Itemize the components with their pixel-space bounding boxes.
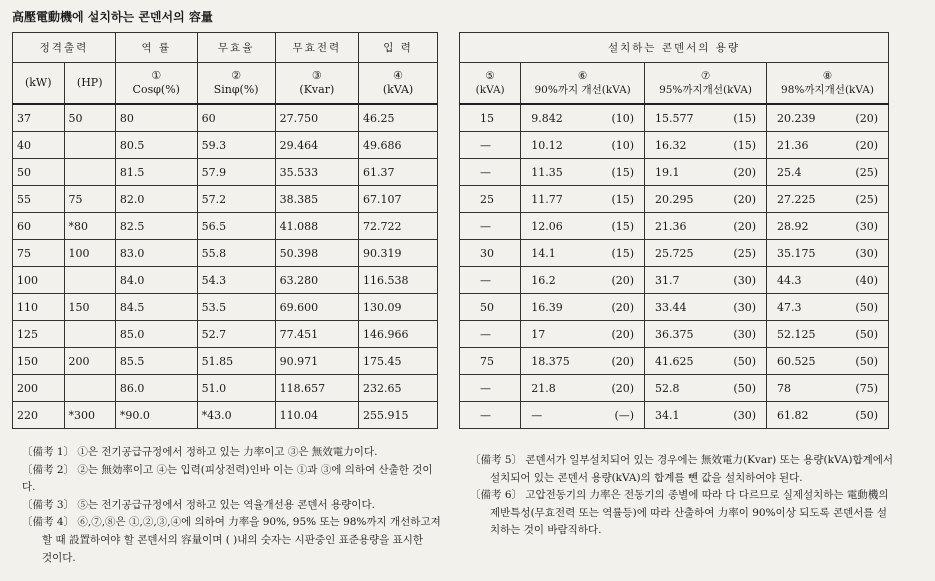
table-cell: 15 xyxy=(460,104,521,132)
table-cell xyxy=(64,375,115,402)
table-cell: 52.8 xyxy=(645,375,717,402)
capacitor-capacity-table xyxy=(459,32,889,429)
table-cell: 16.2 xyxy=(521,267,594,294)
subheader-line2: (Kvar) xyxy=(299,83,335,96)
table-cell: 52.7 xyxy=(197,321,275,348)
table-cell: 84.5 xyxy=(115,294,197,321)
table-cell: (15) xyxy=(594,213,645,240)
table-cell: 28.92 xyxy=(767,213,839,240)
table-cell: 255.915 xyxy=(359,402,438,429)
subheader-cell xyxy=(359,63,438,105)
table-row xyxy=(13,267,438,294)
table-row xyxy=(460,375,889,402)
table-cell: 82.0 xyxy=(115,186,197,213)
subheader-line2: Cosφ(%) xyxy=(132,83,180,96)
table-cell: (10) xyxy=(594,104,645,132)
header-reactive-power: 무효전력 xyxy=(275,33,358,63)
table-cell: 60 xyxy=(13,213,65,240)
table-cell: 110 xyxy=(13,294,65,321)
table-cell: 86.0 xyxy=(115,375,197,402)
table-cell: (30) xyxy=(716,267,766,294)
table-cell: *90.0 xyxy=(115,402,197,429)
table-cell: 80 xyxy=(115,104,197,132)
subheader-line2: 95%까지개선(kVA) xyxy=(659,84,752,96)
header-reactive-factor: 무효율 xyxy=(197,33,275,63)
note-continuation: 치하는 것이 바람직하다. xyxy=(490,524,602,537)
document-title: 高壓電動機에 설치하는 콘덴서의 容量 xyxy=(12,10,213,24)
table-cell: 27.750 xyxy=(275,104,358,132)
table-cell: 21.8 xyxy=(521,375,594,402)
table-cell: 19.1 xyxy=(645,159,717,186)
table-row xyxy=(460,348,889,375)
table-cell: (30) xyxy=(716,294,766,321)
table-cell: — xyxy=(460,321,521,348)
table-cell: 61.37 xyxy=(359,159,438,186)
subheader-cell xyxy=(115,63,197,105)
table-cell: — xyxy=(460,375,521,402)
table-row xyxy=(13,104,438,132)
subheader-line1: ③ xyxy=(311,69,322,82)
table-row xyxy=(460,240,889,267)
table-row xyxy=(13,132,438,159)
table-cell: 82.5 xyxy=(115,213,197,240)
subheader-line1: ② xyxy=(231,69,242,82)
table-cell: (20) xyxy=(594,267,645,294)
table-cell: 54.3 xyxy=(197,267,275,294)
table-cell: 90.319 xyxy=(359,240,438,267)
table-cell: 11.35 xyxy=(521,159,594,186)
table-cell: (15) xyxy=(716,132,766,159)
table-cell: 50.398 xyxy=(275,240,358,267)
table-cell: 35.175 xyxy=(767,240,839,267)
table-cell: 41.625 xyxy=(645,348,717,375)
table-cell: 60.525 xyxy=(767,348,839,375)
table-cell: 67.107 xyxy=(359,186,438,213)
table-cell: 20.295 xyxy=(645,186,717,213)
table-cell xyxy=(64,159,115,186)
table-cell: (20) xyxy=(594,321,645,348)
table-cell: 85.0 xyxy=(115,321,197,348)
table-cell: 16.32 xyxy=(645,132,717,159)
table-cell: 72.722 xyxy=(359,213,438,240)
subheader-line2: 98%까지개선(kVA) xyxy=(781,84,874,96)
table-cell: (25) xyxy=(838,159,888,186)
table-cell: 57.9 xyxy=(197,159,275,186)
subheader-line1: ④ xyxy=(393,69,403,82)
table-row xyxy=(13,375,438,402)
subheader-cell xyxy=(521,63,645,105)
table-row xyxy=(460,321,889,348)
table-cell: 15.577 xyxy=(645,104,717,132)
table-cell: 29.464 xyxy=(275,132,358,159)
table-cell: (20) xyxy=(594,294,645,321)
subheader-line1: ⑥ xyxy=(577,70,588,82)
table-row xyxy=(13,348,438,375)
table-row xyxy=(13,213,438,240)
table-cell: 12.06 xyxy=(521,213,594,240)
table-cell: (20) xyxy=(716,186,766,213)
table-cell: 17 xyxy=(521,321,594,348)
header-capacitor-capacity: 설치하는 콘덴서의 용량 xyxy=(460,33,889,63)
note-line: 〔備考 5〕 콘덴서가 일부설치되어 있는 경우에는 無效電力(Kvar) 또는 용량(kVA)합계에서 xyxy=(470,454,894,466)
table-cell: 9.842 xyxy=(521,104,594,132)
subheader-cell xyxy=(460,63,521,105)
table-cell: (15) xyxy=(594,240,645,267)
notes-left xyxy=(22,444,442,567)
table-cell: 100 xyxy=(64,240,115,267)
table-cell: 220 xyxy=(13,402,65,429)
table-cell: 146.966 xyxy=(359,321,438,348)
table-cell: (50) xyxy=(838,321,888,348)
table-cell: (20) xyxy=(594,375,645,402)
header-input: 입 력 xyxy=(359,33,438,63)
table-row xyxy=(460,104,889,132)
table-cell: 55.8 xyxy=(197,240,275,267)
table-cell: 25 xyxy=(460,186,521,213)
table-cell: 55 xyxy=(13,186,65,213)
table-cell: 11.77 xyxy=(521,186,594,213)
table-row xyxy=(460,186,889,213)
table-cell: (40) xyxy=(838,267,888,294)
table-cell: 200 xyxy=(64,348,115,375)
subheader-cell xyxy=(275,63,358,105)
table-cell: 75 xyxy=(13,240,65,267)
table-cell: 78 xyxy=(767,375,839,402)
table-cell: 60 xyxy=(197,104,275,132)
subheader-cell xyxy=(64,63,115,105)
table-cell: (75) xyxy=(838,375,888,402)
table-cell: 175.45 xyxy=(359,348,438,375)
table-cell: 85.5 xyxy=(115,348,197,375)
subheader-line1: ⑧ xyxy=(822,70,833,82)
subheader-line1: ⑤ xyxy=(485,70,495,82)
table-cell: 90.971 xyxy=(275,348,358,375)
table-cell: (50) xyxy=(838,294,888,321)
table-cell: — xyxy=(460,132,521,159)
table-cell: 116.538 xyxy=(359,267,438,294)
table-cell: (15) xyxy=(594,186,645,213)
notes-right xyxy=(470,452,910,540)
table-cell: 14.1 xyxy=(521,240,594,267)
table-row xyxy=(460,159,889,186)
table-row xyxy=(460,213,889,240)
table-cell: — xyxy=(521,402,594,429)
table-cell: 21.36 xyxy=(767,132,839,159)
table-cell: *300 xyxy=(64,402,115,429)
table-row xyxy=(13,159,438,186)
table-row xyxy=(460,402,889,429)
table-cell: 130.09 xyxy=(359,294,438,321)
table-cell: 150 xyxy=(64,294,115,321)
table-cell: 83.0 xyxy=(115,240,197,267)
table-cell: 100 xyxy=(13,267,65,294)
subheader-cell xyxy=(13,63,65,105)
table-cell: 37 xyxy=(13,104,65,132)
table-cell: 51.85 xyxy=(197,348,275,375)
note-continuation: 것이다. xyxy=(42,551,76,564)
table-cell: (15) xyxy=(594,159,645,186)
table-cell: 25.725 xyxy=(645,240,717,267)
table-cell: (—) xyxy=(594,402,645,429)
table-cell: 34.1 xyxy=(645,402,717,429)
table-cell: (20) xyxy=(838,104,888,132)
table-row xyxy=(13,240,438,267)
subheader-line1: ① xyxy=(151,69,162,82)
table-cell: (50) xyxy=(716,375,766,402)
table-cell: 20.239 xyxy=(767,104,839,132)
table-cell: 125 xyxy=(13,321,65,348)
subheader-line1: (HP) xyxy=(76,76,103,89)
table-row xyxy=(460,132,889,159)
table-cell xyxy=(64,321,115,348)
note-line: 〔備考 3〕 ⑤는 전기공급규정에서 정하고 있는 역율개선용 콘덴서 용량이다. xyxy=(22,498,375,511)
table-cell: (50) xyxy=(838,402,888,429)
table-cell: 25.4 xyxy=(767,159,839,186)
note-continuation: 제반특성(무효전력 또는 역률등)에 따라 산출하여 力率이 90%이상 되도록 콘덴서를 설 xyxy=(490,506,888,519)
table-cell: 44.3 xyxy=(767,267,839,294)
table-cell: (30) xyxy=(838,240,888,267)
header-power-factor: 역 률 xyxy=(115,33,197,63)
table-cell: 84.0 xyxy=(115,267,197,294)
table-cell xyxy=(64,267,115,294)
subheader-cell xyxy=(645,63,767,105)
table-row xyxy=(460,267,889,294)
table-cell: (25) xyxy=(716,240,766,267)
table-cell: 232.65 xyxy=(359,375,438,402)
table-cell: 38.385 xyxy=(275,186,358,213)
table-cell: 56.5 xyxy=(197,213,275,240)
table-cell: 50 xyxy=(64,104,115,132)
table-row xyxy=(460,294,889,321)
table-cell: 77.451 xyxy=(275,321,358,348)
table-cell: 40 xyxy=(13,132,65,159)
table-cell: 41.088 xyxy=(275,213,358,240)
table-cell: 30 xyxy=(460,240,521,267)
note-continuation: 설치되어 있는 콘덴서 용량(kVA)의 합계를 뺀 값을 설치하여야 된다. xyxy=(490,471,803,484)
table-cell: 59.3 xyxy=(197,132,275,159)
header-rated-output: 정격출력 xyxy=(13,33,116,63)
table-cell: 33.44 xyxy=(645,294,717,321)
table-cell: 49.686 xyxy=(359,132,438,159)
subheader-line2: (kVA) xyxy=(475,84,505,96)
note-line: 〔備考 1〕 ①은 전기공급규정에서 정하고 있는 力率이고 ③은 無效電力이다. xyxy=(22,446,378,458)
table-cell: 57.2 xyxy=(197,186,275,213)
table-row xyxy=(13,294,438,321)
table-cell: 35.533 xyxy=(275,159,358,186)
table-cell: (30) xyxy=(838,213,888,240)
table-cell: (20) xyxy=(716,159,766,186)
table-cell: (20) xyxy=(838,132,888,159)
table-cell xyxy=(64,132,115,159)
table-cell: 75 xyxy=(460,348,521,375)
table-cell: 46.25 xyxy=(359,104,438,132)
table-cell: 69.600 xyxy=(275,294,358,321)
table-cell: 50 xyxy=(460,294,521,321)
table-cell: 50 xyxy=(13,159,65,186)
table-cell: *43.0 xyxy=(197,402,275,429)
table-row xyxy=(13,186,438,213)
table-cell: 27.225 xyxy=(767,186,839,213)
table-row xyxy=(13,321,438,348)
table-cell: 200 xyxy=(13,375,65,402)
subheader-line2: (kVA) xyxy=(382,83,414,96)
table-cell: 31.7 xyxy=(645,267,717,294)
subheader-line2: 90%까지 개선(kVA) xyxy=(534,84,631,96)
table-cell: (20) xyxy=(716,213,766,240)
table-cell: 53.5 xyxy=(197,294,275,321)
table-cell: 110.04 xyxy=(275,402,358,429)
note-line: 〔備考 6〕 고압전동기의 力率은 전동기의 종별에 따라 다 다르므로 실제설치하는 電動機의 xyxy=(470,489,889,502)
table-cell: *80 xyxy=(64,213,115,240)
table-cell: 18.375 xyxy=(521,348,594,375)
table-cell: — xyxy=(460,402,521,429)
table-cell: 47.3 xyxy=(767,294,839,321)
subheader-line2: Sinφ(%) xyxy=(213,83,259,96)
table-cell: — xyxy=(460,267,521,294)
table-cell: (30) xyxy=(716,402,766,429)
table-cell: 36.375 xyxy=(645,321,717,348)
table-cell: (50) xyxy=(716,348,766,375)
table-cell: 75 xyxy=(64,186,115,213)
table-cell: 63.280 xyxy=(275,267,358,294)
table-row xyxy=(13,402,438,429)
table-cell: (30) xyxy=(716,321,766,348)
table-cell: 52.125 xyxy=(767,321,839,348)
subheader-line1: ⑦ xyxy=(700,70,711,82)
note-line: 〔備考 4〕 ⑥,⑦,⑧은 ①,②,③,④에 의하여 力率을 90%, 95% 또는 98%까지 개선하고져 xyxy=(22,516,441,529)
table-cell: (50) xyxy=(838,348,888,375)
subheader-cell xyxy=(197,63,275,105)
table-cell: 16.39 xyxy=(521,294,594,321)
table-cell: — xyxy=(460,213,521,240)
note-line: 〔備考 2〕 ②는 無効率이고 ④는 입력(피상전력)인바 이는 ①과 ③에 의하여 산출한 것이다. xyxy=(22,463,433,494)
subheader-cell xyxy=(767,63,889,105)
table-cell: 21.36 xyxy=(645,213,717,240)
table-cell: 10.12 xyxy=(521,132,594,159)
table-cell: (25) xyxy=(838,186,888,213)
table-cell: 118.657 xyxy=(275,375,358,402)
table-cell: 51.0 xyxy=(197,375,275,402)
table-cell: 80.5 xyxy=(115,132,197,159)
table-cell: 81.5 xyxy=(115,159,197,186)
table-cell: 61.82 xyxy=(767,402,839,429)
table-cell: — xyxy=(460,159,521,186)
note-continuation: 할 때 設置하여야 할 콘덴서의 容量이며 ( )내의 숫자는 시판중인 표준용량을 표시한 xyxy=(42,533,424,546)
subheader-line1: (kW) xyxy=(24,76,52,89)
motor-spec-table xyxy=(12,32,438,429)
table-cell: 150 xyxy=(13,348,65,375)
table-cell: (15) xyxy=(716,104,766,132)
table-cell: (20) xyxy=(594,348,645,375)
table-cell: (10) xyxy=(594,132,645,159)
